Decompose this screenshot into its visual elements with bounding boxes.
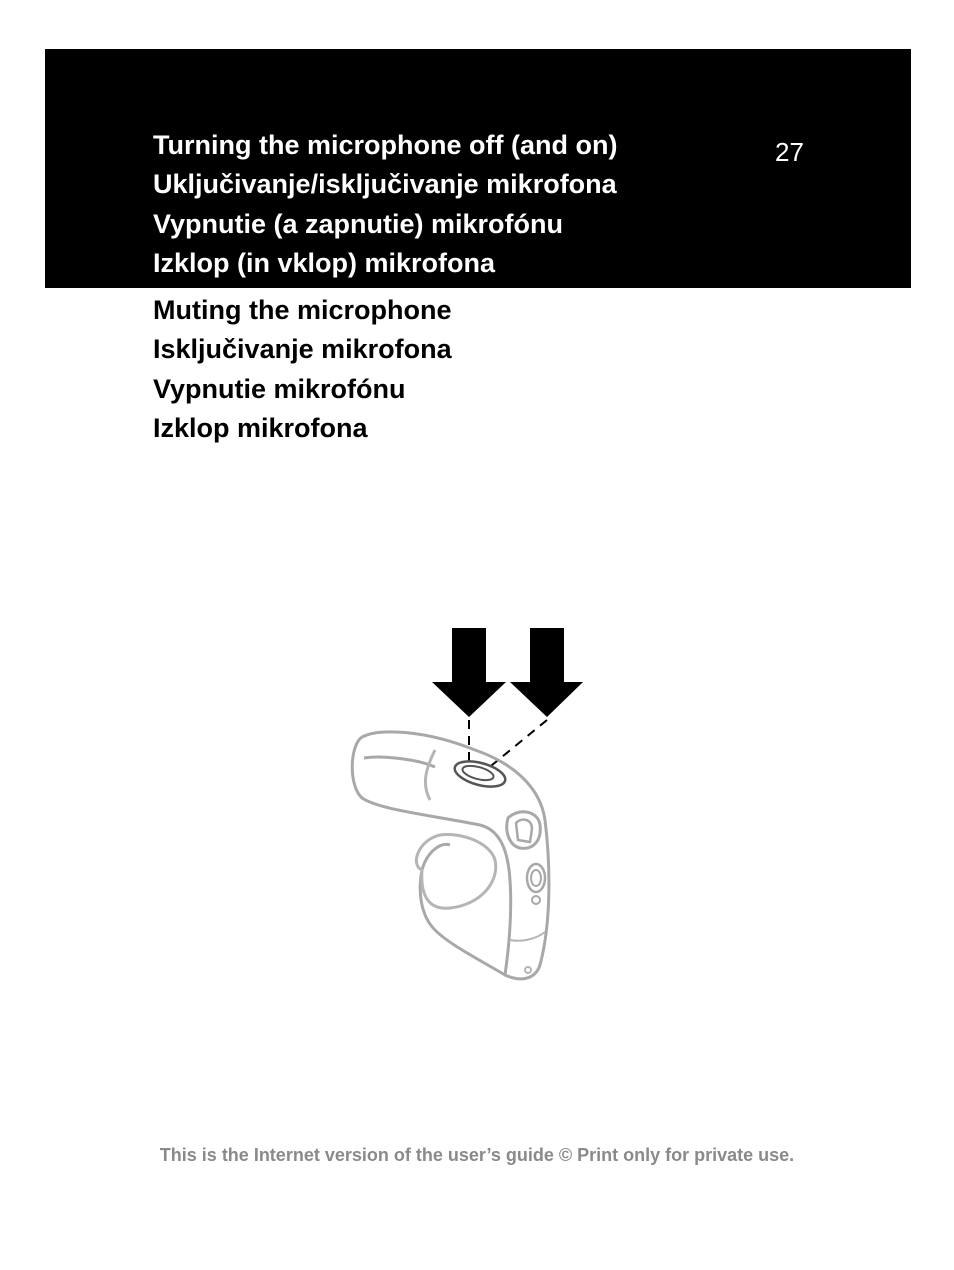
header-title-slovak: Vypnutie (a zapnutie) mikrofónu xyxy=(153,209,564,239)
section-title-english: Muting the microphone xyxy=(153,295,452,325)
footer-note: This is the Internet version of the user’s guide © Print only for private use. xyxy=(159,1145,795,1165)
headset-body xyxy=(352,732,549,979)
section-title-slovenian: Izklop mikrofona xyxy=(153,413,368,443)
header-title-slovenian: Izklop (in vklop) mikrofona xyxy=(153,248,496,278)
press-arrows-icon xyxy=(432,628,583,770)
headset-illustration xyxy=(340,620,600,990)
header-title-croatian: Uključivanje/isključivanje mikrofona xyxy=(153,169,617,199)
section-title-slovak: Vypnutie mikrofónu xyxy=(153,374,406,404)
section-title-croatian: Isključivanje mikrofona xyxy=(153,334,452,364)
page-number: 27 xyxy=(775,137,804,167)
header-title-english: Turning the microphone off (and on) xyxy=(153,130,618,160)
